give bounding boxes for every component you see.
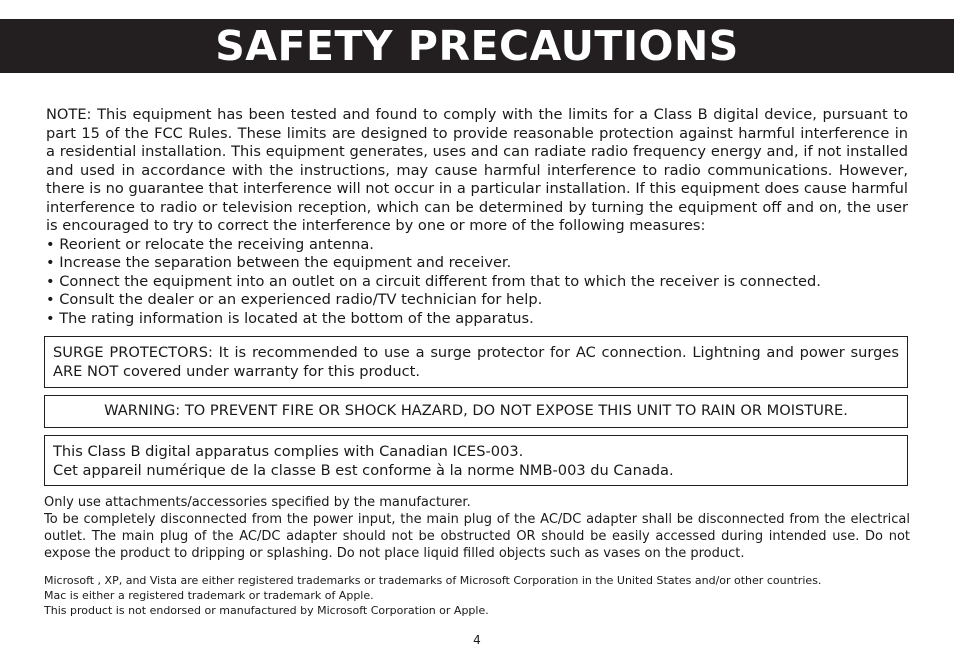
warning-label: WARNING:: [104, 402, 181, 419]
surge-paragraph: [53, 344, 899, 381]
warning-paragraph: [53, 402, 899, 421]
measures-list: [46, 236, 908, 329]
fcc-note-section: [46, 106, 908, 328]
list-item: • Increase the separation between the equipment and receiver.: [46, 254, 512, 271]
ices-french: Cet appareil numérique de la classe B est conforme à la norme NMB-003 du Canada.: [53, 461, 674, 479]
list-item: • Connect the equipment into an outlet on a circuit different from that to which the receiver is connected.: [46, 272, 821, 290]
surge-protectors-box: [44, 336, 908, 388]
attachments-line: Only use attachments/accessories specified by the manufacturer.: [44, 495, 471, 510]
list-item: • Consult the dealer or an experienced radio/TV technician for help.: [46, 291, 543, 308]
trademarks-section: [44, 573, 910, 618]
ices-english: This Class B digital apparatus complies with Canadian ICES-003.: [53, 443, 524, 460]
disconnect-paragraph: To be completely disconnected from the power input, the main plug of the AC/DC adapter shall be disconnected from the electrical outlet. The main plug of the AC/DC adapter should not be obstructed OR should be easily accessed during intended use. Do not expose the product to dripping or splashing. Do not place liquid filled objects such as vases on the product.: [44, 512, 910, 561]
trademark-line: Microsoft , XP, and Vista are either registered trademarks or trademarks of Microsoft Corporation in the United States and/or other countries.: [44, 574, 822, 587]
surge-label: SURGE PROTECTORS:: [53, 344, 213, 361]
page-number: 4: [473, 633, 481, 647]
trademark-line: This product is not endorsed or manufactured by Microsoft Corporation or Apple.: [44, 604, 489, 617]
warning-box: [44, 395, 908, 428]
list-item: • Reorient or relocate the receiving antenna.: [46, 235, 374, 253]
surge-text: It is recommended to use a surge protector for AC connection. Lightning and power surges ARE NOT covered under warranty for this product.: [53, 344, 900, 380]
ices-compliance-box: [44, 435, 908, 486]
page-title: SAFETY PRECAUTIONS: [215, 21, 739, 70]
attachments-section: [44, 494, 910, 562]
list-item: • The rating information is located at the bottom of the apparatus.: [46, 309, 534, 327]
note-label: NOTE:: [46, 106, 92, 123]
fcc-note-paragraph: [46, 106, 908, 236]
trademark-line: Mac is either a registered trademark or trademark of Apple.: [44, 589, 374, 602]
title-banner: [0, 19, 954, 73]
note-text: This equipment has been tested and found to comply with the limits for a Class B digital device, pursuant to part 15 of the FCC Rules. These limits are designed to provide reasonable protection against harmful interference in a residential installation. This equipment generates, uses and can radiate radio frequency energy and, if not installed and used in accordance with the instructions, may cause harmful interference to radio communications. However, there is no guarantee that interference will not occur in a particular installation. If this equipment does cause harmful interference to radio or television reception, which can be determined by turning the equipment off and on, the user is encouraged to try to correct the interference by one or more of the following measures:: [46, 106, 908, 234]
warning-text: TO PREVENT FIRE OR SHOCK HAZARD, DO NOT EXPOSE THIS UNIT TO RAIN OR MOISTURE.: [180, 402, 848, 419]
